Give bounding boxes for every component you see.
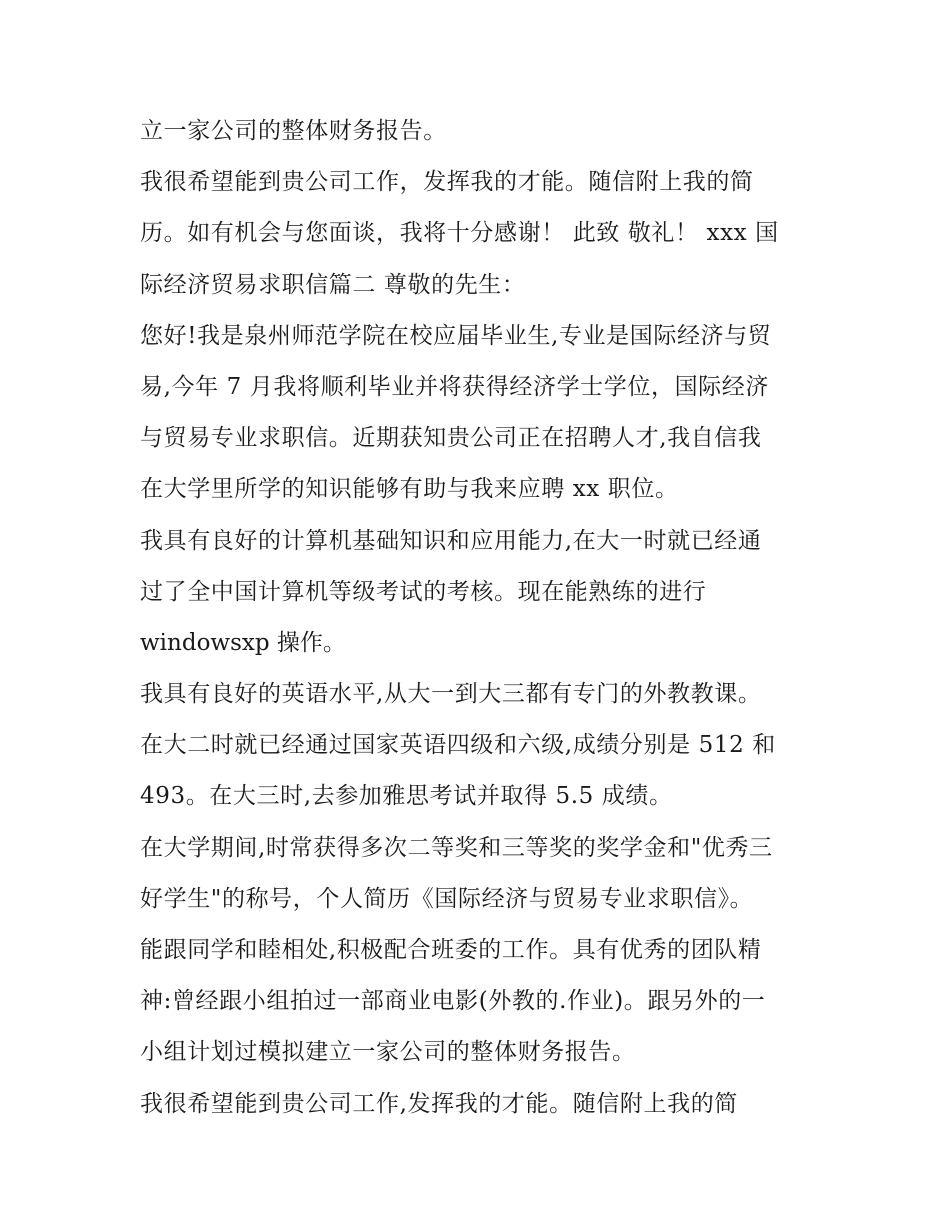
text-line: 我具有良好的英语水平,从大一到大三都有专门的外教教课。 xyxy=(140,681,762,708)
text-line: 我很希望能到贵公司工作,发挥我的才能。随信附上我的简 xyxy=(140,1090,738,1117)
text-line: 我很希望能到贵公司工作，发挥我的才能。随信附上我的简 xyxy=(140,169,754,196)
text-line: 立一家公司的整体财务报告。 xyxy=(140,118,447,144)
text-line: 小组计划过模拟建立一家公司的整体财务报告。 xyxy=(140,1039,636,1066)
text-line: 我具有良好的计算机基础知识和应用能力,在大一时就已经通 xyxy=(140,527,762,554)
text-line: 与贸易专业求职信。近期获知贵公司正在招聘人才,我自信我 xyxy=(140,425,762,452)
document-body xyxy=(140,106,810,1130)
text-line: 过了全中国计算机等级考试的考核。现在能熟练的进行 xyxy=(140,578,707,605)
text-line: 历。如有机会与您面谈，我将十分感谢！ 此致 敬礼！ xxx 国 xyxy=(140,220,779,247)
text-line: 易,今年 7 月我将顺利毕业并将获得经济学士学位，国际经济 xyxy=(140,373,769,400)
text-line: 您好!我是泉州师范学院在校应届毕业生,专业是国际经济与贸 xyxy=(140,322,772,349)
text-line: 际经济贸易求职信篇二 尊敬的先生： xyxy=(140,271,526,298)
text-line: windowsxp 操作。 xyxy=(140,629,346,656)
text-line: 在大学期间,时常获得多次二等奖和三等奖的奖学金和"优秀三 xyxy=(140,834,773,861)
text-line: 在大二时就已经通过国家英语四级和六级,成绩分别是 512 和 xyxy=(140,732,776,759)
text-line: 能跟同学和睦相处,积极配合班委的工作。具有优秀的团队精 xyxy=(140,937,762,963)
text-line: 好学生"的称号，个人简历《国际经济与贸易专业求职信》。 xyxy=(140,885,754,912)
text-line: 493。在大三时,去参加雅思考试并取得 5.5 成绩。 xyxy=(140,783,673,810)
text-line: 神:曾经跟小组拍过一部商业电影(外教的.作业)。跟另外的一 xyxy=(140,988,766,1015)
text-line: 在大学里所学的知识能够有助与我来应聘 xx 职位。 xyxy=(140,476,679,503)
